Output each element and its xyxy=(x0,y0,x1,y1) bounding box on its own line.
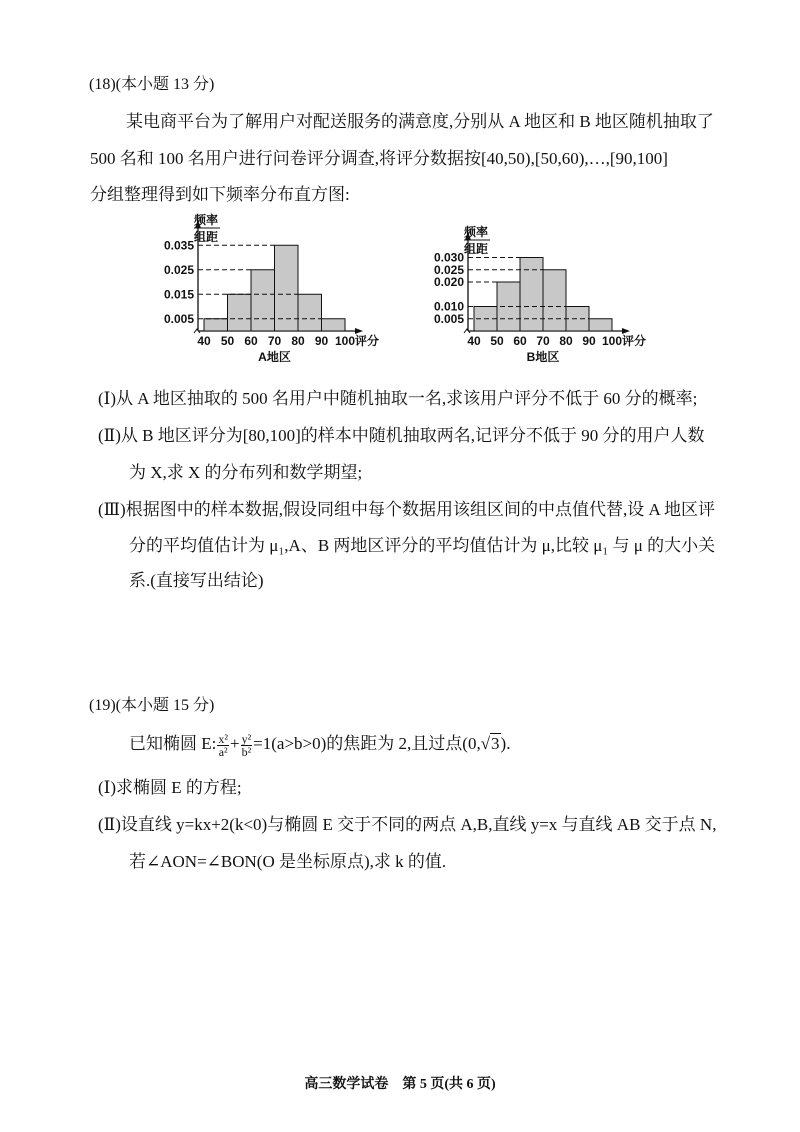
frac-den-b2: b² xyxy=(241,744,252,759)
plus-sign: + xyxy=(229,734,240,753)
histogram-a xyxy=(150,210,400,380)
y-tick-label: 0.030 xyxy=(433,250,464,265)
q18-part3-line3: 系.(直接写出结论) xyxy=(129,571,264,590)
q19-part1: (Ⅰ)求椭圆 E 的方程; xyxy=(98,778,242,797)
histogram-bar xyxy=(520,258,543,332)
q18-stem-line3: 分组整理得到如下频率分布直方图: xyxy=(90,185,350,204)
y-axis-title-top: 频率 xyxy=(193,213,219,227)
y-tick-label: 0.010 xyxy=(433,299,464,314)
q19-stem-mid: =1(a>b>0)的焦距为 2,且过点(0,√ xyxy=(253,734,491,753)
histogram-bar xyxy=(204,319,228,331)
y-axis-title-bottom: 组距 xyxy=(193,230,219,244)
x-axis-title: 评分 xyxy=(355,334,380,348)
frac-den-a2: a² xyxy=(218,744,228,759)
q19-part2-line2: 若∠AON=∠BON(O 是坐标原点),求 k 的值. xyxy=(129,852,447,871)
q18-part1: (Ⅰ)从 A 地区抽取的 500 名用户中随机抽取一名,求该用户评分不低于 60 分的概率; xyxy=(98,389,698,408)
q18-number: (18) xyxy=(89,76,116,93)
axis-break-mark xyxy=(194,329,200,333)
page-footer: 高三数学试卷 第 5 页(共 6 页) xyxy=(304,1077,496,1092)
x-tick-label: 50 xyxy=(220,334,235,348)
histogram-bar xyxy=(566,307,589,332)
y-tick-label: 0.020 xyxy=(433,275,464,289)
x-tick-label: 60 xyxy=(244,334,258,348)
histogram-bar xyxy=(322,319,346,331)
x-tick-label: 80 xyxy=(291,334,305,348)
y-tick-label: 0.025 xyxy=(163,262,194,277)
y-tick-label: 0.005 xyxy=(163,311,194,326)
q19-stem-pre: 已知椭圆 E: xyxy=(129,734,217,753)
x-tick-label: 40 xyxy=(197,334,211,348)
fraction-x2-a2 xyxy=(217,733,229,758)
axis-break-mark xyxy=(464,329,470,333)
x-axis-title: 评分 xyxy=(622,334,647,348)
sqrt-argument: 3 xyxy=(491,734,500,753)
y-tick-label: 0.035 xyxy=(163,238,194,253)
q19-number: (19) xyxy=(89,697,116,714)
x-tick-label: 50 xyxy=(490,334,504,348)
x-tick-label: 60 xyxy=(513,334,527,348)
chart-caption: A地区 xyxy=(258,350,291,364)
q18-stem-line1: 某电商平台为了解用户对配送服务的满意度,分别从 A 地区和 B 地区随机抽取了 xyxy=(126,112,714,131)
q18-stem-line2: 500 名和 100 名用户进行问卷评分调查,将评分数据按[40,50),[50,60),…,[90,100] xyxy=(90,149,668,168)
x-tick-label: 70 xyxy=(536,334,550,348)
histogram-bar xyxy=(228,294,252,331)
q19-stem-post: ). xyxy=(500,734,511,753)
q18-part3-line2: 分的平均值估计为 μ₁,A、B 两地区评分的平均值估计为 μ,比较 μ₁ 与 μ 的大小关 xyxy=(129,536,716,555)
x-tick-label: 80 xyxy=(559,334,573,348)
fraction-y2-b2 xyxy=(241,733,253,758)
x-tick-label: 70 xyxy=(267,334,282,348)
histogram-bar xyxy=(298,294,322,331)
histogram-bar xyxy=(251,270,275,331)
x-tick-label: 90 xyxy=(314,334,329,348)
frac-num-x2: x² xyxy=(218,731,228,746)
histogram-bar xyxy=(589,319,612,331)
q18-part3-line1: (Ⅲ)根据图中的样本数据,假设同组中每个数据用该组区间的中点值代替,设 A 地区评 xyxy=(98,500,716,519)
q18-part2-line2: 为 X,求 X 的分布列和数学期望; xyxy=(129,463,363,482)
histogram-bar xyxy=(543,270,566,331)
y-tick-label: 0.025 xyxy=(433,262,464,277)
q19-score: (本小题 15 分) xyxy=(115,697,215,714)
x-tick-label: 100 xyxy=(601,334,623,348)
q19-stem xyxy=(129,732,510,758)
histogram-bar xyxy=(275,245,299,331)
y-tick-label: 0.015 xyxy=(163,287,194,302)
q19-part2-line1: (Ⅱ)设直线 y=kx+2(k<0)与椭圆 E 交于不同的两点 A,B,直线 y=x 与直线 AB 交于点 N, xyxy=(98,815,717,834)
chart-caption: B地区 xyxy=(526,350,560,364)
x-tick-label: 90 xyxy=(582,334,596,348)
y-axis-title-top: 频率 xyxy=(463,225,489,239)
q18-heading xyxy=(89,73,214,97)
q18-part2-line1: (Ⅱ)从 B 地区评分为[80,100]的样本中随机抽取两名,记评分不低于 90 分的用户人数 xyxy=(98,426,705,445)
frac-num-y2: y² xyxy=(241,731,252,746)
x-tick-label: 40 xyxy=(467,334,481,348)
y-axis-title-bottom: 组距 xyxy=(463,242,489,256)
y-tick-label: 0.005 xyxy=(433,311,464,326)
histogram-b xyxy=(420,218,670,378)
q18-score: (本小题 13 分) xyxy=(115,76,215,93)
q19-heading xyxy=(89,694,214,718)
x-tick-label: 100 xyxy=(334,334,356,348)
